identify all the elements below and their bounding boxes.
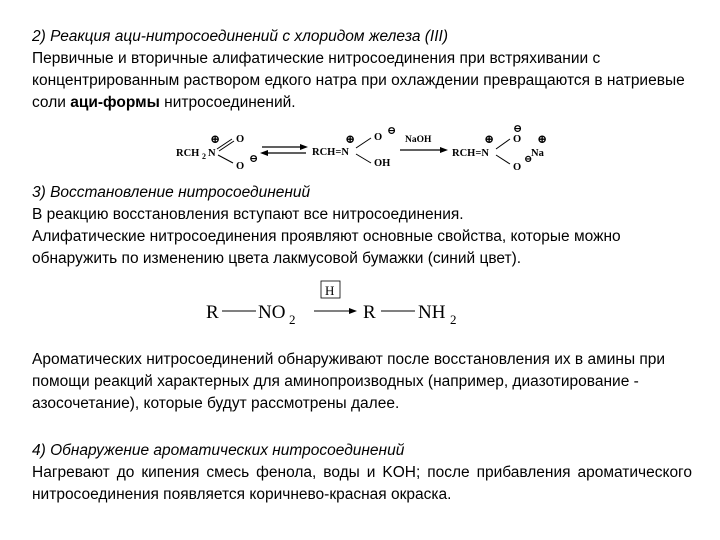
- section-3: [32, 182, 692, 270]
- section-3-line-1: В реакцию восстановления вступают все нитросоединения.: [32, 206, 464, 223]
- section-2-text: Первичные и вторичные алифатические нитросоединения при встряхивании с концентрированным раствором едкого натра при охлаждении превращаются в натриевые соли: [32, 50, 685, 111]
- salt-o-bond-top: [496, 139, 510, 149]
- salt-o-bond-bottom: [496, 155, 510, 164]
- section-2-heading: 2) Реакция аци-нитросоединений с хлоридом железа (III): [32, 28, 449, 45]
- salt-o-top-charge: ⊖: [513, 123, 523, 135]
- product-r: R: [363, 302, 376, 323]
- na-charge: ⊕: [537, 132, 548, 146]
- aci-o-bond-top: [356, 138, 371, 148]
- nitro-compound-r: RCH: [176, 148, 200, 159]
- aci-o-top: O: [374, 132, 383, 143]
- section-3-line-2: Алифатические нитросоединения проявляют основные свойства, которые можно обнаружить по изменению цвета лакмусовой бумажки (синий цвет).: [32, 228, 621, 267]
- nitro-o-bottom: O: [236, 161, 245, 172]
- sodium: Na: [531, 148, 544, 159]
- aci-o-charge: ⊖: [387, 125, 397, 137]
- aci-oh: OH: [374, 158, 391, 169]
- reduction-scheme: [206, 281, 457, 327]
- section-4-heading: 4) Обнаружение ароматических нитросоединений: [32, 442, 405, 459]
- n-o-bond-bottom: [218, 155, 233, 163]
- aci-oh-bond: [356, 154, 371, 163]
- equilibrium-arrowhead-forward: [300, 144, 308, 150]
- salt-o-top: O: [513, 134, 522, 145]
- no2-subscript: 2: [289, 312, 296, 327]
- reagent-naoh: NaOH: [405, 135, 432, 145]
- nh2-subscript: 2: [450, 312, 457, 327]
- nitro-o-charge: ⊖: [249, 153, 259, 165]
- section-2-text-end: нитросоединений.: [159, 94, 296, 111]
- aci-n-charge: ⊕: [345, 132, 356, 146]
- aci-form-term: аци-формы: [70, 94, 160, 111]
- nitro-o-top: O: [236, 134, 245, 145]
- salt-o-bottom-charge: ⊖: [524, 154, 533, 165]
- reactant-r: R: [206, 302, 219, 323]
- hydrogen-reagent: H: [325, 283, 335, 298]
- aci-reaction-scheme: [176, 123, 547, 173]
- section-4-text: Нагревают до кипения смесь фенола, воды и KOH; после прибавления ароматического нитросоединения появляется коричнево-красная окраска.: [32, 464, 692, 503]
- salt-n-charge: ⊕: [484, 132, 495, 146]
- aci-form-r: RCH=N: [312, 147, 349, 158]
- equilibrium-arrowhead-back: [260, 150, 268, 156]
- salt-r: RCH=N: [452, 148, 489, 159]
- no2-group: NO: [258, 302, 286, 323]
- reduction-arrowhead: [349, 308, 357, 314]
- section-4: [32, 440, 692, 506]
- naoh-arrowhead: [440, 147, 448, 153]
- nitro-subscript: 2: [202, 152, 206, 161]
- salt-o-bottom: O: [513, 162, 522, 173]
- aromatic-paragraph: Ароматических нитросоединений обнаруживают после восстановления их в амины при помощи реакций характерных для аминопроизводных (например, диазотирование - азосочетание), которые будут рассмотрены далее.: [32, 351, 666, 412]
- nh2-group: NH: [418, 302, 446, 323]
- nitro-n-charge: ⊕: [210, 132, 221, 146]
- section-3-heading: 3) Восстановление нитросоединений: [32, 184, 311, 201]
- nitro-n: N: [208, 148, 216, 159]
